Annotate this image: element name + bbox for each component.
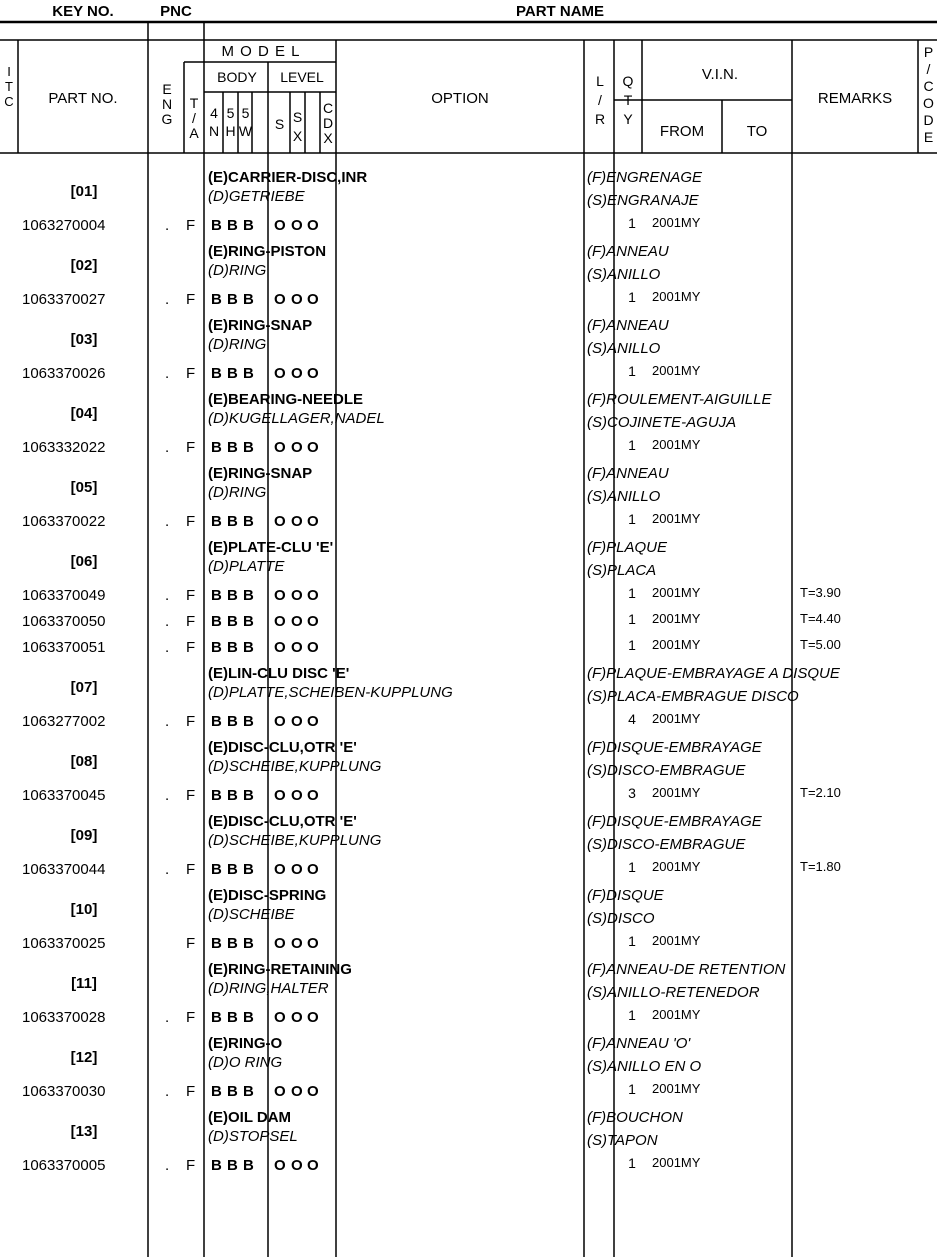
model-code: B bbox=[211, 935, 222, 952]
header-remarks: REMARKS bbox=[817, 90, 893, 107]
option-name-fr: (F)DISQUE-EMBRAYAGE bbox=[587, 739, 762, 756]
quantity: 1 bbox=[628, 1081, 636, 1097]
header-body: BODY bbox=[217, 69, 257, 85]
model-code: B bbox=[227, 587, 238, 604]
model-code: O bbox=[274, 639, 286, 656]
eng-mark: . bbox=[165, 365, 170, 382]
option-name-en: (E)RING-O bbox=[208, 1035, 283, 1052]
model-code: B bbox=[211, 217, 222, 234]
model-code: B bbox=[227, 217, 238, 234]
option-name-es: (S)ANILLO bbox=[587, 266, 661, 283]
header-level-s: S bbox=[274, 116, 285, 132]
remarks: T=1.80 bbox=[800, 859, 841, 874]
remarks: T=4.40 bbox=[800, 611, 841, 626]
part-number: 1063370028 bbox=[22, 1009, 106, 1026]
model-code: O bbox=[291, 1009, 303, 1026]
option-name-es: (S)ANILLO bbox=[587, 340, 661, 357]
option-name-en: (E)OIL DAM bbox=[208, 1109, 292, 1126]
vin-from: 2001MY bbox=[652, 933, 701, 948]
quantity: 1 bbox=[628, 1155, 636, 1171]
model-code: O bbox=[274, 587, 286, 604]
option-name-de: (D)SCHEIBE,KUPPLUNG bbox=[208, 758, 382, 775]
option-name-es: (S)DISCO bbox=[587, 910, 655, 927]
header-body-5w bbox=[238, 104, 253, 140]
key-number: [05] bbox=[70, 479, 98, 496]
model-code: B bbox=[243, 439, 254, 456]
model-code: O bbox=[274, 713, 286, 730]
ta-code: F bbox=[186, 587, 196, 604]
header-part-no: PART NO. bbox=[48, 90, 118, 107]
header-model: M O D E L bbox=[221, 43, 301, 60]
header-letter: D bbox=[923, 112, 934, 128]
part-number: 1063370027 bbox=[22, 291, 106, 308]
vin-from: 2001MY bbox=[652, 511, 701, 526]
header-vin-from: FROM bbox=[659, 123, 705, 140]
model-code: B bbox=[211, 291, 222, 308]
part-number: 1063270004 bbox=[22, 217, 106, 234]
eng-mark: . bbox=[165, 861, 170, 878]
option-name-de: (D)PLATTE,SCHEIBEN-KUPPLUNG bbox=[208, 684, 453, 701]
key-number: [04] bbox=[70, 405, 98, 422]
option-name-es: (S)TAPON bbox=[587, 1132, 658, 1149]
model-code: B bbox=[227, 613, 238, 630]
header-letter: C bbox=[923, 78, 934, 94]
key-number: [12] bbox=[70, 1049, 98, 1066]
header-letter: / bbox=[926, 61, 931, 77]
model-code: B bbox=[227, 1157, 238, 1174]
option-name-de: (D)SCHEIBE bbox=[208, 906, 295, 923]
vin-from: 2001MY bbox=[652, 785, 701, 800]
option-name-es: (S)DISCO-EMBRAGUE bbox=[587, 762, 746, 779]
key-number: [01] bbox=[70, 183, 98, 200]
quantity: 1 bbox=[628, 363, 636, 379]
model-code: B bbox=[211, 1083, 222, 1100]
ta-code: F bbox=[186, 1083, 196, 1100]
quantity: 1 bbox=[628, 511, 636, 527]
model-code: O bbox=[274, 291, 286, 308]
key-number: [08] bbox=[70, 753, 98, 770]
quantity: 3 bbox=[628, 785, 636, 801]
model-code: O bbox=[307, 613, 319, 630]
option-name-en: (E)RING-PISTON bbox=[208, 243, 327, 260]
model-code: O bbox=[291, 291, 303, 308]
model-code: B bbox=[211, 613, 222, 630]
model-code: O bbox=[274, 935, 286, 952]
model-code: O bbox=[307, 861, 319, 878]
header-lr bbox=[589, 72, 611, 129]
header-letter: G bbox=[161, 111, 173, 127]
option-name-fr: (F)ANNEAU-DE RETENTION bbox=[587, 961, 786, 978]
ta-code: F bbox=[186, 861, 196, 878]
ta-code: F bbox=[186, 291, 196, 308]
key-number: [02] bbox=[70, 257, 98, 274]
header-letter: I bbox=[7, 64, 11, 79]
model-code: B bbox=[211, 513, 222, 530]
header-letter: T bbox=[189, 95, 199, 111]
header-letter: Y bbox=[623, 111, 633, 127]
model-code: O bbox=[307, 639, 319, 656]
option-name-fr: (F)ANNEAU bbox=[587, 243, 669, 260]
model-code: B bbox=[227, 1083, 238, 1100]
header-body-5h bbox=[223, 104, 238, 140]
model-code: O bbox=[291, 217, 303, 234]
model-code: O bbox=[274, 613, 286, 630]
header-level-sx bbox=[290, 108, 305, 146]
header-key-no: KEY NO. bbox=[52, 3, 114, 20]
part-number: 1063370050 bbox=[22, 613, 106, 630]
part-number: 1063370005 bbox=[22, 1157, 106, 1174]
model-code: B bbox=[211, 439, 222, 456]
option-name-en: (E)RING-SNAP bbox=[208, 317, 313, 334]
header-letter: 5 bbox=[226, 105, 235, 121]
part-number: 1063370030 bbox=[22, 1083, 106, 1100]
header-part-name: PART NAME bbox=[515, 3, 605, 20]
model-code: O bbox=[291, 1083, 303, 1100]
vin-from: 2001MY bbox=[652, 363, 701, 378]
eng-mark: . bbox=[165, 787, 170, 804]
model-code: B bbox=[243, 639, 254, 656]
eng-mark: . bbox=[165, 513, 170, 530]
remarks: T=3.90 bbox=[800, 585, 841, 600]
option-name-fr: (F)ANNEAU bbox=[587, 465, 669, 482]
quantity: 1 bbox=[628, 637, 636, 653]
model-code: O bbox=[307, 713, 319, 730]
header-letter: Q bbox=[622, 73, 634, 89]
model-code: B bbox=[227, 861, 238, 878]
option-name-de: (D)RING bbox=[208, 262, 267, 279]
eng-mark: . bbox=[165, 1009, 170, 1026]
ta-code: F bbox=[186, 365, 196, 382]
model-code: O bbox=[307, 217, 319, 234]
option-name-fr: (F)DISQUE bbox=[587, 887, 664, 904]
eng-mark: . bbox=[165, 639, 170, 656]
model-code: B bbox=[243, 1083, 254, 1100]
key-number: [11] bbox=[71, 975, 97, 992]
header-letter: D bbox=[322, 115, 334, 131]
header-letter: S bbox=[292, 109, 303, 125]
option-name-en: (E)CARRIER-DISC,INR bbox=[208, 169, 368, 186]
model-code: O bbox=[291, 935, 303, 952]
model-code: O bbox=[291, 613, 303, 630]
model-code: O bbox=[274, 217, 286, 234]
option-name-es: (S)PLACA bbox=[587, 562, 657, 579]
option-name-en: (E)RING-SNAP bbox=[208, 465, 313, 482]
vin-from: 2001MY bbox=[652, 637, 701, 652]
ta-code: F bbox=[186, 217, 196, 234]
eng-mark: . bbox=[165, 439, 170, 456]
vin-from: 2001MY bbox=[652, 437, 701, 452]
key-number: [03] bbox=[70, 331, 98, 348]
model-code: B bbox=[227, 513, 238, 530]
header-body-4n bbox=[206, 104, 222, 140]
vin-from: 2001MY bbox=[652, 215, 701, 230]
option-name-es: (S)ANILLO-RETENEDOR bbox=[587, 984, 760, 1001]
key-number: [13] bbox=[70, 1123, 98, 1140]
part-number: 1063370026 bbox=[22, 365, 106, 382]
header-level-cdx bbox=[320, 101, 336, 146]
model-code: B bbox=[227, 1009, 238, 1026]
option-name-de: (D)RING bbox=[208, 484, 267, 501]
quantity: 1 bbox=[628, 859, 636, 875]
option-name-de: (D)STOPSEL bbox=[208, 1128, 298, 1145]
model-code: O bbox=[291, 587, 303, 604]
model-code: O bbox=[274, 1009, 286, 1026]
quantity: 1 bbox=[628, 437, 636, 453]
model-code: B bbox=[243, 861, 254, 878]
vin-from: 2001MY bbox=[652, 1007, 701, 1022]
model-code: B bbox=[211, 587, 222, 604]
option-name-fr: (F)ROULEMENT-AIGUILLE bbox=[587, 391, 772, 408]
model-code: O bbox=[291, 787, 303, 804]
vin-from: 2001MY bbox=[652, 1155, 701, 1170]
key-number: [10] bbox=[70, 901, 98, 918]
model-code: B bbox=[227, 365, 238, 382]
vin-from: 2001MY bbox=[652, 611, 701, 626]
header-level: LEVEL bbox=[280, 69, 324, 85]
model-code: O bbox=[307, 1157, 319, 1174]
model-code: B bbox=[211, 365, 222, 382]
model-code: B bbox=[243, 787, 254, 804]
model-code: B bbox=[227, 787, 238, 804]
model-code: O bbox=[274, 365, 286, 382]
option-name-de: (D)RING,HALTER bbox=[208, 980, 329, 997]
header-letter: 4 bbox=[210, 105, 218, 121]
model-code: O bbox=[274, 787, 286, 804]
model-code: O bbox=[274, 1083, 286, 1100]
ta-code: F bbox=[186, 439, 196, 456]
option-name-fr: (F)ANNEAU bbox=[587, 317, 669, 334]
option-name-de: (D)O RING bbox=[208, 1054, 283, 1071]
part-number: 1063332022 bbox=[22, 439, 106, 456]
header-qty bbox=[617, 72, 639, 129]
option-name-es: (S)DISCO-EMBRAGUE bbox=[587, 836, 746, 853]
option-name-es: (S)ANILLO bbox=[587, 488, 661, 505]
model-code: O bbox=[307, 587, 319, 604]
header-vin-to: TO bbox=[746, 123, 768, 140]
eng-mark: . bbox=[165, 291, 170, 308]
model-code: B bbox=[211, 1009, 222, 1026]
key-number: [06] bbox=[70, 553, 98, 570]
option-name-fr: (F)DISQUE-EMBRAYAGE bbox=[587, 813, 762, 830]
quantity: 1 bbox=[628, 611, 636, 627]
header-letter: C bbox=[4, 94, 14, 109]
option-name-fr: (F)PLAQUE bbox=[587, 539, 668, 556]
eng-mark: . bbox=[165, 713, 170, 730]
vin-from: 2001MY bbox=[652, 289, 701, 304]
model-code: B bbox=[211, 713, 222, 730]
header-letter: C bbox=[322, 100, 334, 116]
header-letter: / bbox=[192, 110, 196, 126]
option-name-fr: (F)PLAQUE-EMBRAYAGE A DISQUE bbox=[587, 665, 840, 682]
header-letter: X bbox=[323, 130, 333, 146]
model-code: O bbox=[291, 861, 303, 878]
model-code: O bbox=[291, 365, 303, 382]
quantity: 1 bbox=[628, 1007, 636, 1023]
model-code: B bbox=[243, 713, 254, 730]
header-letter: T bbox=[5, 79, 13, 94]
header-letter: W bbox=[238, 123, 253, 139]
remarks: T=5.00 bbox=[800, 637, 841, 652]
option-name-de: (D)KUGELLAGER,NADEL bbox=[208, 410, 385, 427]
model-code: B bbox=[211, 861, 222, 878]
eng-mark: . bbox=[165, 1157, 170, 1174]
model-code: O bbox=[291, 439, 303, 456]
part-number: 1063370045 bbox=[22, 787, 106, 804]
model-code: B bbox=[211, 1157, 222, 1174]
model-code: B bbox=[227, 439, 238, 456]
model-code: O bbox=[274, 513, 286, 530]
option-name-en: (E)PLATE-CLU 'E' bbox=[208, 539, 334, 556]
header-letter: / bbox=[598, 92, 602, 108]
header-pcode bbox=[920, 44, 937, 146]
model-code: B bbox=[211, 787, 222, 804]
option-name-de: (D)SCHEIBE,KUPPLUNG bbox=[208, 832, 382, 849]
vin-from: 2001MY bbox=[652, 585, 701, 600]
vin-from: 2001MY bbox=[652, 1081, 701, 1096]
vin-from: 2001MY bbox=[652, 859, 701, 874]
header-letter: E bbox=[162, 81, 172, 97]
header-option: OPTION bbox=[431, 90, 489, 107]
model-code: O bbox=[274, 1157, 286, 1174]
model-code: B bbox=[243, 613, 254, 630]
option-name-fr: (F)ENGRENAGE bbox=[587, 169, 703, 186]
model-code: B bbox=[243, 291, 254, 308]
option-name-fr: (F)BOUCHON bbox=[587, 1109, 683, 1126]
eng-mark: . bbox=[165, 1083, 170, 1100]
model-code: B bbox=[227, 291, 238, 308]
model-code: O bbox=[291, 639, 303, 656]
header-vin: V.I.N. bbox=[701, 66, 739, 83]
quantity: 1 bbox=[628, 215, 636, 231]
quantity: 1 bbox=[628, 289, 636, 305]
option-name-es: (S)ENGRANAJE bbox=[587, 192, 699, 209]
header-letter: O bbox=[923, 95, 934, 111]
eng-mark: . bbox=[165, 217, 170, 234]
model-code: O bbox=[274, 439, 286, 456]
ta-code: F bbox=[186, 935, 196, 952]
part-number: 1063277002 bbox=[22, 713, 106, 730]
header-letter: T bbox=[623, 92, 633, 108]
header-ta bbox=[185, 96, 203, 141]
header-letter: L bbox=[596, 73, 604, 89]
part-number: 1063370044 bbox=[22, 861, 106, 878]
model-code: B bbox=[243, 365, 254, 382]
header-letter: A bbox=[189, 125, 199, 141]
model-code: O bbox=[291, 713, 303, 730]
option-name-en: (E)LIN-CLU DISC 'E' bbox=[208, 665, 350, 682]
model-code: B bbox=[243, 587, 254, 604]
option-name-en: (E)RING-RETAINING bbox=[208, 961, 352, 978]
header-letter: X bbox=[292, 128, 303, 144]
option-name-de: (D)RING bbox=[208, 336, 267, 353]
model-code: B bbox=[227, 639, 238, 656]
part-number: 1063370022 bbox=[22, 513, 106, 530]
remarks: T=2.10 bbox=[800, 785, 841, 800]
ta-code: F bbox=[186, 513, 196, 530]
model-code: O bbox=[307, 365, 319, 382]
model-code: B bbox=[227, 935, 238, 952]
model-code: O bbox=[307, 513, 319, 530]
ta-code: F bbox=[186, 639, 196, 656]
model-code: B bbox=[211, 639, 222, 656]
option-name-en: (E)DISC-SPRING bbox=[208, 887, 327, 904]
header-eng bbox=[157, 82, 177, 127]
part-number: 1063370049 bbox=[22, 587, 106, 604]
header-letter: P bbox=[923, 44, 934, 60]
model-code: O bbox=[307, 439, 319, 456]
option-name-en: (E)DISC-CLU,OTR 'E' bbox=[208, 813, 357, 830]
header-pnc: PNC bbox=[160, 3, 192, 20]
quantity: 4 bbox=[628, 711, 636, 727]
model-code: B bbox=[243, 1157, 254, 1174]
option-name-fr: (F)ANNEAU 'O' bbox=[587, 1035, 691, 1052]
option-name-de: (D)PLATTE bbox=[208, 558, 285, 575]
model-code: O bbox=[307, 935, 319, 952]
model-code: O bbox=[291, 1157, 303, 1174]
option-name-es: (S)ANILLO EN O bbox=[587, 1058, 702, 1075]
header-letter: E bbox=[923, 129, 934, 145]
model-code: B bbox=[227, 713, 238, 730]
ta-code: F bbox=[186, 1009, 196, 1026]
model-code: B bbox=[243, 1009, 254, 1026]
ta-code: F bbox=[186, 1157, 196, 1174]
eng-mark: . bbox=[165, 613, 170, 630]
key-number: [09] bbox=[70, 827, 98, 844]
ta-code: F bbox=[186, 787, 196, 804]
option-name-en: (E)BEARING-NEEDLE bbox=[208, 391, 364, 408]
header-letter: 5 bbox=[241, 105, 250, 121]
ta-code: F bbox=[186, 713, 196, 730]
quantity: 1 bbox=[628, 585, 636, 601]
option-name-en: (E)DISC-CLU,OTR 'E' bbox=[208, 739, 357, 756]
eng-mark: . bbox=[165, 587, 170, 604]
part-number: 1063370025 bbox=[22, 935, 106, 952]
model-code: O bbox=[291, 513, 303, 530]
vin-from: 2001MY bbox=[652, 711, 701, 726]
header-letter: N bbox=[208, 123, 220, 139]
header-letter: R bbox=[594, 111, 606, 127]
option-name-es: (S)COJINETE-AGUJA bbox=[587, 414, 737, 431]
model-code: B bbox=[243, 217, 254, 234]
model-code: B bbox=[243, 935, 254, 952]
model-code: O bbox=[307, 1083, 319, 1100]
quantity: 1 bbox=[628, 933, 636, 949]
option-name-de: (D)GETRIEBE bbox=[208, 188, 305, 205]
model-code: O bbox=[274, 861, 286, 878]
model-code: O bbox=[307, 291, 319, 308]
key-number: [07] bbox=[70, 679, 98, 696]
header-letter: N bbox=[161, 96, 173, 112]
model-code: O bbox=[307, 1009, 319, 1026]
model-code: O bbox=[307, 787, 319, 804]
model-code: B bbox=[243, 513, 254, 530]
header-itc bbox=[2, 64, 16, 109]
part-number: 1063370051 bbox=[22, 639, 106, 656]
option-name-es: (S)PLACA-EMBRAGUE DISCO bbox=[587, 688, 799, 705]
header-letter: H bbox=[225, 123, 236, 139]
ta-code: F bbox=[186, 613, 196, 630]
